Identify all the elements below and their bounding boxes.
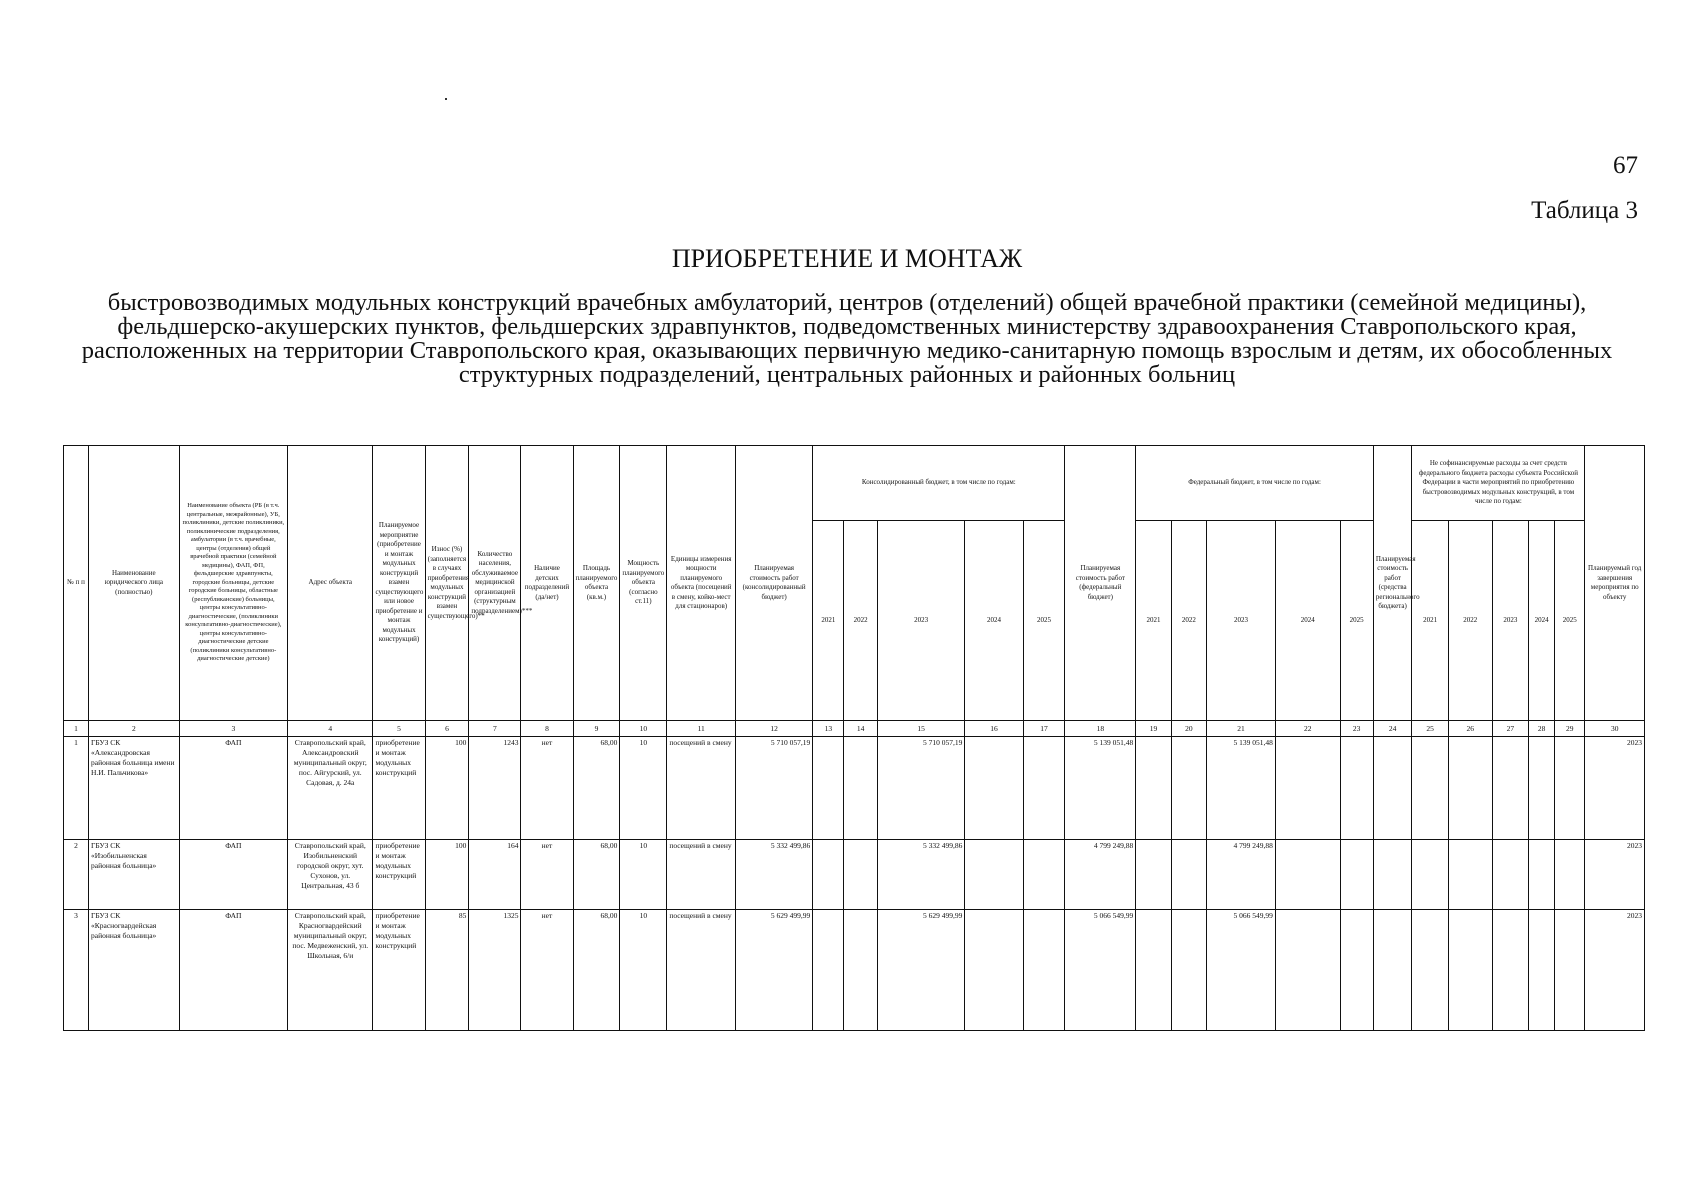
column-number-cell: 7	[469, 721, 521, 737]
header-cell: Наименование юридического лица (полностью)	[89, 446, 180, 721]
table-cell: 5 332 499,86	[736, 840, 813, 910]
table-cell: приобретение и монтаж модульных конструкций	[373, 910, 425, 1031]
table-cell: 4 799 249,88	[1207, 840, 1276, 910]
table-cell: 100	[425, 737, 469, 840]
year-header-cell: 2024	[1275, 521, 1340, 721]
table-cell	[1373, 840, 1412, 910]
table-cell: 1325	[469, 910, 521, 1031]
table-cell	[1275, 737, 1340, 840]
table-cell: Ставропольский край, Изобильненский городской округ, хут. Сухонов, ул. Центральная, 43 б	[288, 840, 373, 910]
table-cell: нет	[521, 840, 573, 910]
header-cell: Планируемая стоимость работ (консолидированный бюджет)	[736, 446, 813, 721]
table-cell: посещений в смену	[667, 910, 736, 1031]
table-cell: 5 066 549,99	[1065, 910, 1136, 1031]
table-cell: 3	[64, 910, 89, 1031]
header-row-1	[64, 446, 1645, 521]
table-cell: 2023	[1585, 840, 1645, 910]
header-group-consolidated: Консолидированный бюджет, в том числе по годам:	[813, 446, 1065, 521]
table-cell	[813, 910, 844, 1031]
document-title: ПРИОБРЕТЕНИЕ И МОНТАЖ	[671, 244, 1023, 273]
year-header-cell: 2024	[965, 521, 1023, 721]
table-cell: приобретение и монтаж модульных конструкций	[373, 737, 425, 840]
table-cell	[1171, 840, 1206, 910]
year-header-cell: 2022	[844, 521, 877, 721]
table-cell	[1529, 910, 1555, 1031]
table-cell	[1492, 840, 1528, 910]
column-number-cell: 29	[1555, 721, 1585, 737]
table-cell: 68,00	[573, 840, 620, 910]
header-group-federal: Федеральный бюджет, в том числе по годам:	[1136, 446, 1374, 521]
column-number-cell: 21	[1207, 721, 1276, 737]
column-numbers-row	[64, 721, 1645, 737]
table-cell	[1492, 910, 1528, 1031]
header-cell: Износ (%) (заполняется в случаях приобретения модульных конструкций взамен существующего)**	[425, 446, 469, 721]
table-cell: ФАП	[179, 737, 287, 840]
header-cell: Количество населения, обслуживаемое медицинской организацией (структурным подразделением)***	[469, 446, 521, 721]
table-cell	[965, 840, 1023, 910]
table-cell: 5 629 499,99	[736, 910, 813, 1031]
table-cell	[1555, 840, 1585, 910]
year-header-cell: 2023	[1492, 521, 1528, 721]
table-cell	[1555, 737, 1585, 840]
year-header-cell: 2023	[1207, 521, 1276, 721]
table-cell: Ставропольский край, Александровский муниципальный округ, пос. Айгурский, ул. Садовая, д. 24а	[288, 737, 373, 840]
table-cell	[1136, 840, 1171, 910]
year-header-cell: 2021	[1136, 521, 1171, 721]
table-cell: 2023	[1585, 910, 1645, 1031]
table-cell	[965, 737, 1023, 840]
column-number-cell: 19	[1136, 721, 1171, 737]
table-cell	[1275, 910, 1340, 1031]
table-cell: приобретение и монтаж модульных конструкций	[373, 840, 425, 910]
table-cell: 1243	[469, 737, 521, 840]
header-cell: Адрес объекта	[288, 446, 373, 721]
table-cell: ГБУЗ СК «Александровская районная больница имени Н.И. Пальчикова»	[89, 737, 180, 840]
table-cell	[1171, 910, 1206, 1031]
year-header-cell: 2025	[1340, 521, 1373, 721]
table-cell	[1136, 910, 1171, 1031]
table-cell	[813, 737, 844, 840]
header-cell: Планируемая стоимость работ (федеральный бюджет)	[1065, 446, 1136, 721]
column-number-cell: 20	[1171, 721, 1206, 737]
column-number-cell: 30	[1585, 721, 1645, 737]
header-cell: Планируемый год завершения мероприятия по объекту	[1585, 446, 1645, 721]
column-number-cell: 10	[620, 721, 667, 737]
table-cell	[1136, 737, 1171, 840]
table-cell	[1340, 840, 1373, 910]
column-number-cell: 17	[1023, 721, 1065, 737]
table-cell: нет	[521, 910, 573, 1031]
table-cell: 68,00	[573, 910, 620, 1031]
column-number-cell: 12	[736, 721, 813, 737]
header-cell: № п п	[64, 446, 89, 721]
table-cell: 5 139 051,48	[1207, 737, 1276, 840]
header-cell: Наличие детских подразделений (да/нет)	[521, 446, 573, 721]
header-cell: Наименование объекта (РБ (в т.ч. центральные, межрайонные), УБ, поликлиники, детские поликлиники, поликлинические подразделения, амбулатории (в т.ч. врачебные, центры (отделения) общей врачебной практики (семейной медицины), ФАП, ФП, фельдшерские здравпункты, городские больницы, детские городские больницы, областные (республиканские) больницы, центры консультативно-диагностические, (поликлиники консультативно-диагностические), центры консультативно-диагностические детские (поликлиники консультативно-диагностические детские)	[179, 446, 287, 721]
table-cell	[844, 910, 877, 1031]
column-number-cell: 22	[1275, 721, 1340, 737]
table-cell	[965, 910, 1023, 1031]
table-cell: 5 332 499,86	[877, 840, 965, 910]
table-cell	[1275, 840, 1340, 910]
table-cell: 1	[64, 737, 89, 840]
table-cell: нет	[521, 737, 573, 840]
scan-speck	[445, 98, 447, 100]
table-cell: 4 799 249,88	[1065, 840, 1136, 910]
table-cell: ГБУЗ СК «Красногвардейская районная больница»	[89, 910, 180, 1031]
table-cell	[1412, 737, 1448, 840]
column-number-cell: 25	[1412, 721, 1448, 737]
table-cell: 5 139 051,48	[1065, 737, 1136, 840]
table-cell: 100	[425, 840, 469, 910]
year-header-cell: 2022	[1171, 521, 1206, 721]
column-number-cell: 9	[573, 721, 620, 737]
column-number-cell: 14	[844, 721, 877, 737]
table-cell: посещений в смену	[667, 737, 736, 840]
table-cell: Ставропольский край, Красногвардейский муниципальный округ, пос. Медвеженский, ул. Школьная, 6/и	[288, 910, 373, 1031]
table-cell	[1373, 737, 1412, 840]
table-cell: 5 066 549,99	[1207, 910, 1276, 1031]
table-cell	[1340, 737, 1373, 840]
year-header-cell: 2023	[877, 521, 965, 721]
column-number-cell: 15	[877, 721, 965, 737]
table-cell	[844, 737, 877, 840]
year-header-cell: 2021	[813, 521, 844, 721]
column-number-cell: 23	[1340, 721, 1373, 737]
table-cell: 10	[620, 737, 667, 840]
column-number-cell: 1	[64, 721, 89, 737]
table-row	[64, 840, 1645, 910]
header-cell: Мощность планируемого объекта (согласно ст.11)	[620, 446, 667, 721]
column-number-cell: 3	[179, 721, 287, 737]
table-cell	[1412, 840, 1448, 910]
column-number-cell: 4	[288, 721, 373, 737]
header-group-nonfunded: Не софинансируемые расходы за счет средств федерального бюджета расходы субъекта Российской Федерации в части мероприятий по приобретению быстровозводимых модульных конструкций, в том числе по годам:	[1412, 446, 1585, 521]
year-header-cell: 2025	[1555, 521, 1585, 721]
table-cell	[1023, 910, 1065, 1031]
table-cell: 5 710 057,19	[877, 737, 965, 840]
column-number-cell: 28	[1529, 721, 1555, 737]
year-header-cell: 2025	[1023, 521, 1065, 721]
table-cell	[844, 840, 877, 910]
header-cell: Площадь планируемого объекта (кв.м.)	[573, 446, 620, 721]
page-number: 67	[1613, 152, 1638, 179]
column-number-cell: 6	[425, 721, 469, 737]
table-cell: 10	[620, 840, 667, 910]
table-cell: 164	[469, 840, 521, 910]
table-cell: ГБУЗ СК «Изобильненская районная больница»	[89, 840, 180, 910]
table-cell	[1529, 737, 1555, 840]
table-cell: 2023	[1585, 737, 1645, 840]
column-number-cell: 8	[521, 721, 573, 737]
table-cell: ФАП	[179, 910, 287, 1031]
column-number-cell: 13	[813, 721, 844, 737]
table-cell	[1023, 840, 1065, 910]
table-cell	[1529, 840, 1555, 910]
document-subtitle: быстровозводимых модульных конструкций врачебных амбулаторий, центров (отделений) общей врачебной практики (семейной медицины), фельдшерско-акушерских пунктов, фельдшерских здравпунктов, подведомственных министерству здравоохранения Ставропольского края, расположенных на территории Ставропольского края, оказывающих первичную медико-санитарную помощь взрослым и детям, их обособленных структурных подразделений, центральных районных и районных больниц	[81, 289, 1613, 388]
year-header-cell: 2024	[1529, 521, 1555, 721]
year-header-cell: 2022	[1448, 521, 1492, 721]
column-number-cell: 24	[1373, 721, 1412, 737]
table-cell	[1448, 910, 1492, 1031]
table-cell: 2	[64, 840, 89, 910]
column-number-cell: 16	[965, 721, 1023, 737]
header-cell: Планируемое мероприятие (приобретение и монтаж модульных конструкций взамен существующего или новое приобретение и монтаж модульных конструкций)	[373, 446, 425, 721]
table-cell	[1340, 910, 1373, 1031]
table-cell	[1023, 737, 1065, 840]
header-cell: Единицы измерения мощности планируемого объекта (посещений в смену, койко-мест для стационаров)	[667, 446, 736, 721]
table-cell: 85	[425, 910, 469, 1031]
column-number-cell: 11	[667, 721, 736, 737]
table-cell: 68,00	[573, 737, 620, 840]
column-number-cell: 26	[1448, 721, 1492, 737]
table-cell	[813, 840, 844, 910]
table-row	[64, 910, 1645, 1031]
table-cell	[1373, 910, 1412, 1031]
table-cell: посещений в смену	[667, 840, 736, 910]
table-cell: 5 710 057,19	[736, 737, 813, 840]
table-cell	[1171, 737, 1206, 840]
table-cell: 10	[620, 910, 667, 1031]
table-cell: ФАП	[179, 840, 287, 910]
column-number-cell: 5	[373, 721, 425, 737]
year-header-cell: 2021	[1412, 521, 1448, 721]
column-number-cell: 2	[89, 721, 180, 737]
table-cell	[1448, 840, 1492, 910]
table-row	[64, 737, 1645, 840]
main-table	[63, 445, 1645, 1031]
table-cell: 5 629 499,99	[877, 910, 965, 1031]
column-number-cell: 18	[1065, 721, 1136, 737]
table-cell	[1492, 737, 1528, 840]
table-cell	[1448, 737, 1492, 840]
table-cell	[1412, 910, 1448, 1031]
header-cell: Планируемая стоимость работ (средства регионального бюджета)	[1373, 446, 1412, 721]
table-cell	[1555, 910, 1585, 1031]
column-number-cell: 27	[1492, 721, 1528, 737]
table-label: Таблица 3	[1531, 197, 1638, 224]
